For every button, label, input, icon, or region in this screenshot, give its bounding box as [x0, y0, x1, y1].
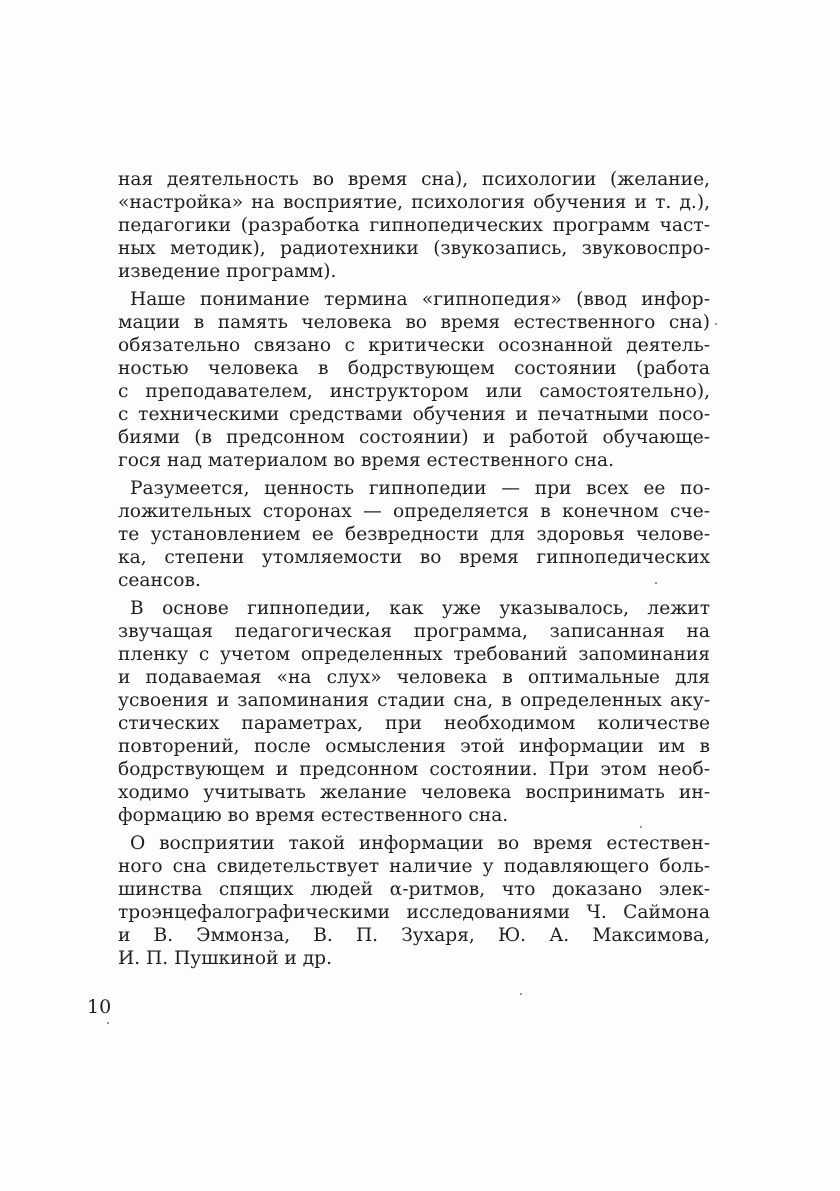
text-line: звучащая педагогическая программа, записанная на — [118, 621, 710, 642]
text-line: с преподавателем, инструктором или самостоятельно), — [118, 381, 710, 402]
text-line: пленку с учетом определенных требований запоминания — [118, 644, 710, 665]
text-line: шинства спящих людей α-ритмов, что доказано элек- — [118, 879, 710, 900]
text-line: О восприятии такой информации во время естествен- — [130, 833, 710, 854]
text-line: «настройка» на восприятие, психология обучения и т. д.), — [118, 192, 710, 213]
text-line: ложительных сторонах — определяется в конечном сче- — [118, 501, 710, 522]
text-line: Разумеется, ценность гипнопедии — при всех ее по- — [130, 478, 710, 499]
text-line: с техническими средствами обучения и печатными посо- — [118, 404, 710, 425]
text-line: гося над материалом во время естественного сна. — [118, 450, 614, 471]
scan-speck — [715, 323, 717, 325]
paragraph-1 — [118, 168, 710, 283]
paragraph-3 — [118, 477, 710, 592]
text-line: мации в память человека во время естественного сна) — [118, 312, 710, 333]
text-line: ного сна свидетельствует наличие у подавляющего боль- — [118, 856, 710, 877]
text-line: И. П. Пушкиной и др. — [118, 948, 332, 969]
paragraph-4 — [118, 597, 710, 827]
text-line: бодрствующем и предсонном состоянии. При этом необ- — [118, 759, 710, 780]
text-line: и В. Эммонза, В. П. Зухаря, Ю. А. Максимова, — [118, 925, 710, 946]
text-line: изведение программ). — [118, 261, 337, 282]
text-line: биями (в предсонном состоянии) и работой обучающе- — [118, 427, 710, 448]
scan-speck — [655, 582, 657, 584]
text-line: педагогики (разработка гипнопедических программ част- — [118, 215, 710, 236]
text-line: обязательно связано с критически осознанной деятель- — [118, 335, 710, 356]
text-line: троэнцефалографическими исследованиями Ч. Саймона — [118, 902, 710, 923]
text-line: ходимо учитывать желание человека воспринимать ин- — [118, 782, 710, 803]
text-line: В основе гипнопедии, как уже указывалось, лежит — [130, 598, 710, 619]
body-text — [118, 168, 710, 970]
text-line: повторений, после осмысления этой информации им в — [118, 736, 710, 757]
text-line: ка, степени утомляемости во время гипнопедических — [118, 547, 710, 568]
text-line: сеансов. — [118, 570, 201, 591]
text-line: ностью человека в бодрствующем состоянии (работа — [118, 358, 710, 379]
paragraph-2 — [118, 288, 710, 472]
paragraph-5 — [118, 832, 710, 970]
scan-speck — [640, 826, 642, 828]
text-line: те установлением ее безвредности для здоровья челове- — [118, 524, 710, 545]
text-line: Наше понимание термина «гипнопедия» (ввод инфор- — [130, 289, 710, 310]
page-number: 10 — [87, 996, 112, 1018]
text-line: ных методик), радиотехники (звукозапись, звуковоспро- — [118, 238, 710, 259]
text-line: и подаваемая «на слух» человека в оптимальные для — [118, 667, 710, 688]
text-line: формацию во время естественного сна. — [118, 805, 509, 826]
text-line: стических параметрах, при необходимом количестве — [118, 713, 710, 734]
text-line: ная деятельность во время сна), психологии (желание, — [118, 169, 710, 190]
text-line: усвоения и запоминания стадии сна, в определенных аку- — [118, 690, 710, 711]
scan-speck — [520, 993, 522, 995]
scan-speck — [107, 1022, 109, 1024]
